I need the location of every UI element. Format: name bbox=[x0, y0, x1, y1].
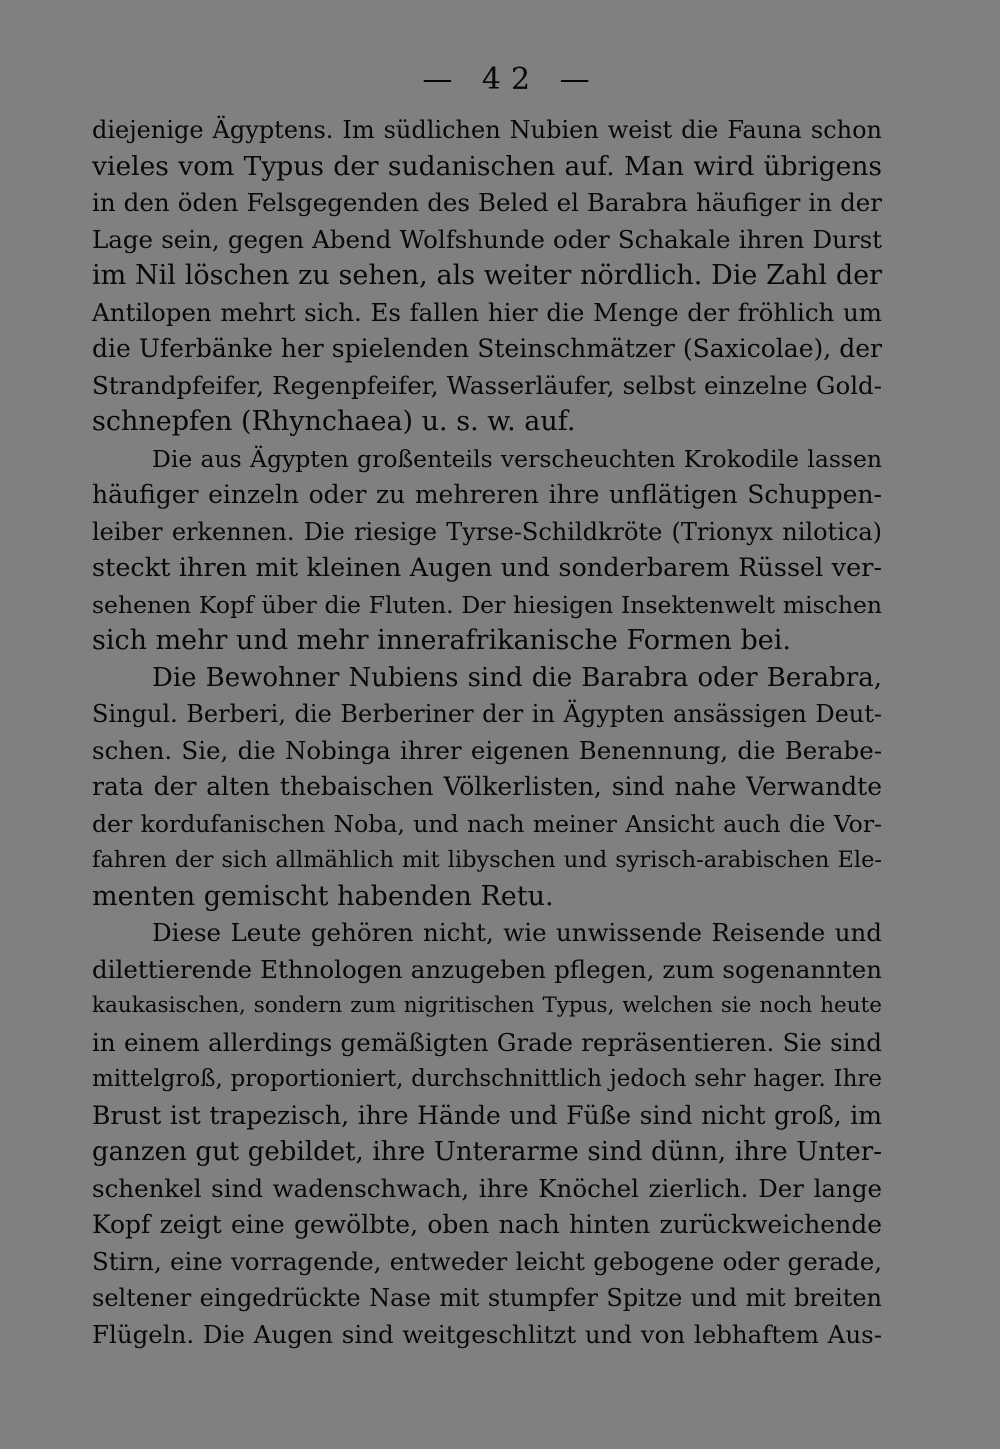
text-line: schnepfen (Rhynchaea) u. s. w. auf. bbox=[92, 406, 576, 437]
text-line: mittelgroß, proportioniert, durchschnittlich jedoch sehr hager. Ihre bbox=[92, 1066, 882, 1092]
text-line: steckt ihren mit kleinen Augen und sonderbarem Rüssel ver- bbox=[92, 553, 882, 583]
text-line: seltener eingedrückte Nase mit stumpfer Spitze und mit breiten bbox=[92, 1284, 882, 1312]
text-line: Strandpfeifer, Regenpfeifer, Wasserläufer, selbst einzelne Gold- bbox=[92, 370, 882, 400]
text-line: kaukasischen, sondern zum nigritischen Typus, welchen sie noch heute bbox=[92, 993, 882, 1018]
text-line: im Nil löschen zu sehen, als weiter nördlich. Die Zahl der bbox=[92, 260, 882, 291]
text-line: Singul. Berberi, die Berberiner der in Ägypten ansässigen Deut- bbox=[92, 700, 882, 728]
text-line: die Uferbänke her spielenden Steinschmätzer (Saxicolae), der bbox=[92, 334, 882, 363]
text-line: diejenige Ägyptens. Im südlichen Nubien weist die Fauna schon bbox=[92, 116, 882, 144]
text-line: Kopf zeigt eine gewölbte, oben nach hinten zurückweichende bbox=[92, 1210, 882, 1239]
text-line: schenkel sind wadenschwach, ihre Knöchel zierlich. Der lange bbox=[92, 1173, 882, 1203]
text-line: Antilopen mehrt sich. Es fallen hier die Menge der fröhlich um bbox=[92, 297, 882, 327]
text-line: in den öden Felsgegenden des Beled el Barabra häufiger in der bbox=[92, 188, 882, 217]
text-line: schen. Sie, die Nobinga ihrer eigenen Benennung, die Berabe- bbox=[92, 735, 882, 765]
text-line: ganzen gut gebildet, ihre Unterarme sind dünn, ihre Unter- bbox=[92, 1137, 882, 1167]
text-line: Die aus Ägypten großenteils verscheuchten Krokodile lassen bbox=[152, 444, 882, 473]
page-number: — 42 — bbox=[422, 62, 600, 97]
text-line: der kordufanischen Noba, und nach meiner Ansicht auch die Vor- bbox=[92, 809, 882, 838]
text-line: Stirn, eine vorragende, entweder leicht gebogene oder gerade, bbox=[92, 1246, 882, 1276]
text-line: leiber erkennen. Die riesige Tyrse-Schildkröte (Trionyx nilotica) bbox=[92, 517, 882, 546]
text-line: menten gemischt habenden Retu. bbox=[92, 880, 554, 912]
text-line: dilettierende Ethnologen anzugeben pflegen, zum sogenannten bbox=[92, 954, 882, 984]
text-line: sich mehr und mehr innerafrikanische Formen bei. bbox=[92, 625, 791, 656]
text-line: häufiger einzeln oder zu mehreren ihre unflätigen Schuppen- bbox=[92, 480, 882, 509]
body-text bbox=[92, 112, 882, 1353]
text-line: Lage sein, gegen Abend Wolfshunde oder Schakale ihren Durst bbox=[92, 224, 882, 254]
text-line: Die Bewohner Nubiens sind die Barabra oder Berabra, bbox=[152, 662, 882, 693]
text-line: sehenen Kopf über die Fluten. Der hiesigen Insektenwelt mischen bbox=[92, 590, 882, 619]
text-line: Brust ist trapezisch, ihre Hände und Füße sind nicht groß, im bbox=[92, 1100, 882, 1130]
text-line: in einem allerdings gemäßigten Grade repräsentieren. Sie sind bbox=[92, 1027, 882, 1057]
text-line: rata der alten thebaischen Völkerlisten, sind nahe Verwandte bbox=[92, 772, 882, 801]
text-line: Diese Leute gehören nicht, wie unwissende Reisende und bbox=[152, 918, 882, 947]
text-line: vieles vom Typus der sudanischen auf. Man wird übrigens bbox=[92, 150, 882, 182]
text-line: Flügeln. Die Augen sind weitgeschlitzt und von lebhaftem Aus- bbox=[92, 1319, 882, 1349]
text-line: fahren der sich allmählich mit libyschen und syrisch-arabischen Ele- bbox=[92, 847, 882, 873]
